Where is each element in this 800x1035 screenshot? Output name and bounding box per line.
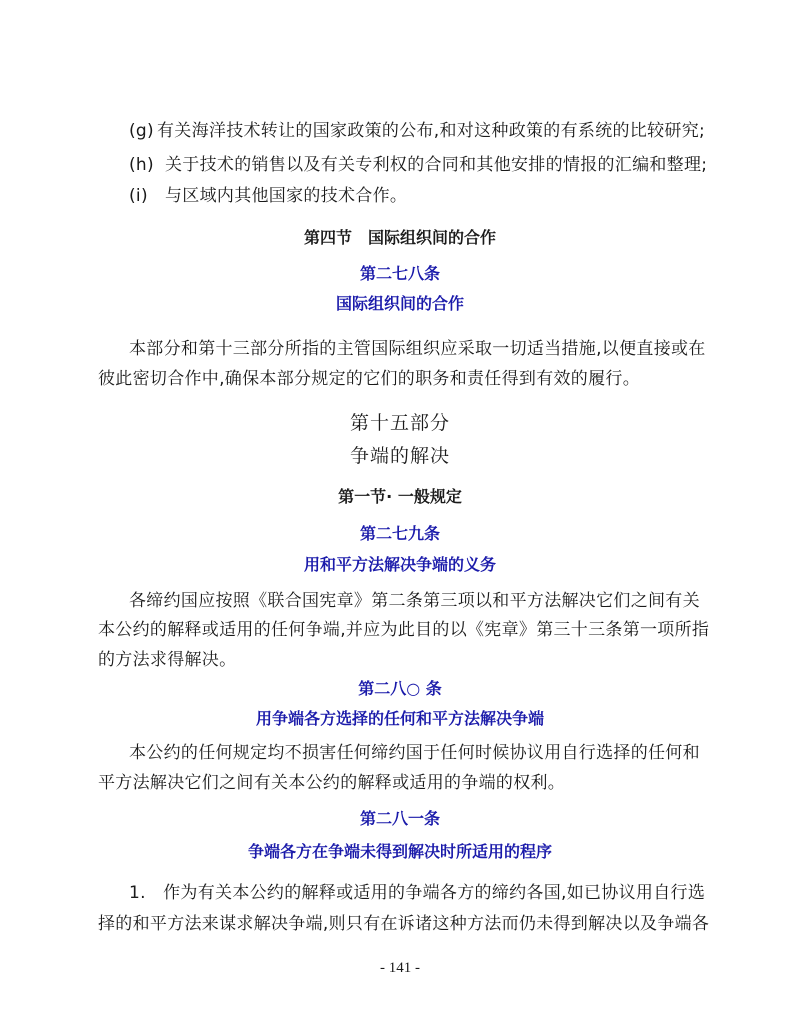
paragraph-line: 平方法解决它们之间有关本公约的解释或适用的争端的权利。 (98, 773, 566, 793)
paragraph-line: 1. 作为有关本公约的解释或适用的争端各方的缔约各国,如已协议用自行选 (129, 883, 706, 903)
paragraph-line: 择的和平方法来谋求解决争端,则只有在诉诸这种方法而仍未得到解决以及争端各 (98, 914, 710, 934)
part-number: 第十五部分 (349, 412, 450, 434)
list-item-i (129, 184, 407, 208)
paragraph-line: 彼此密切合作中,确保本部分规定的它们的职务和责任得到有效的履行。 (98, 369, 641, 389)
article-number: 第二八○ 条 (358, 679, 442, 698)
paragraph-line: 本公约的任何规定均不损害任何缔约国于任何时候协议用自行选择的任何和 (129, 743, 700, 763)
list-item-label: (h) (129, 155, 154, 175)
list-item-text: 与区域内其他国家的技术合作。 (165, 186, 408, 206)
article-number: 第二八一条 (359, 809, 440, 828)
article-title: 国际组织间的合作 (335, 294, 464, 313)
article-title: 用争端各方选择的任何和平方法解决争端 (255, 709, 544, 728)
page-number: - 141 - (380, 960, 420, 976)
list-item-label: (i) (129, 186, 148, 206)
part-title: 争端的解决 (349, 445, 450, 467)
article-number: 第二七八条 (359, 264, 440, 283)
list-item-text: 有关海洋技术转让的国家政策的公布,和对这种政策的有系统的比较研究; (157, 121, 706, 141)
section-heading: 第一节· 一般规定 (338, 487, 462, 506)
paragraph-line: 各缔约国应按照《联合国宪章》第二条第三项以和平方法解决它们之间有关 (129, 591, 700, 611)
article-title: 争端各方在争端未得到解决时所适用的程序 (247, 842, 552, 861)
paragraph-line: 本公约的解释或适用的任何争端,并应为此目的以《宪章》第三十三条第一项所指 (98, 620, 710, 640)
section-heading: 第四节 国际组织间的合作 (303, 228, 496, 247)
list-item-text: 关于技术的销售以及有关专利权的合同和其他安排的情报的汇编和整理; (165, 155, 708, 175)
list-item-g (129, 119, 705, 143)
list-item-h (129, 153, 707, 177)
article-title: 用和平方法解决争端的义务 (303, 555, 496, 574)
list-item-label: (g) (129, 121, 154, 141)
paragraph-line: 本部分和第十三部分所指的主管国际组织应采取一切适当措施,以便直接或在 (129, 339, 706, 359)
paragraph-line: 的方法求得解决。 (98, 650, 237, 670)
article-number: 第二七九条 (359, 524, 440, 543)
